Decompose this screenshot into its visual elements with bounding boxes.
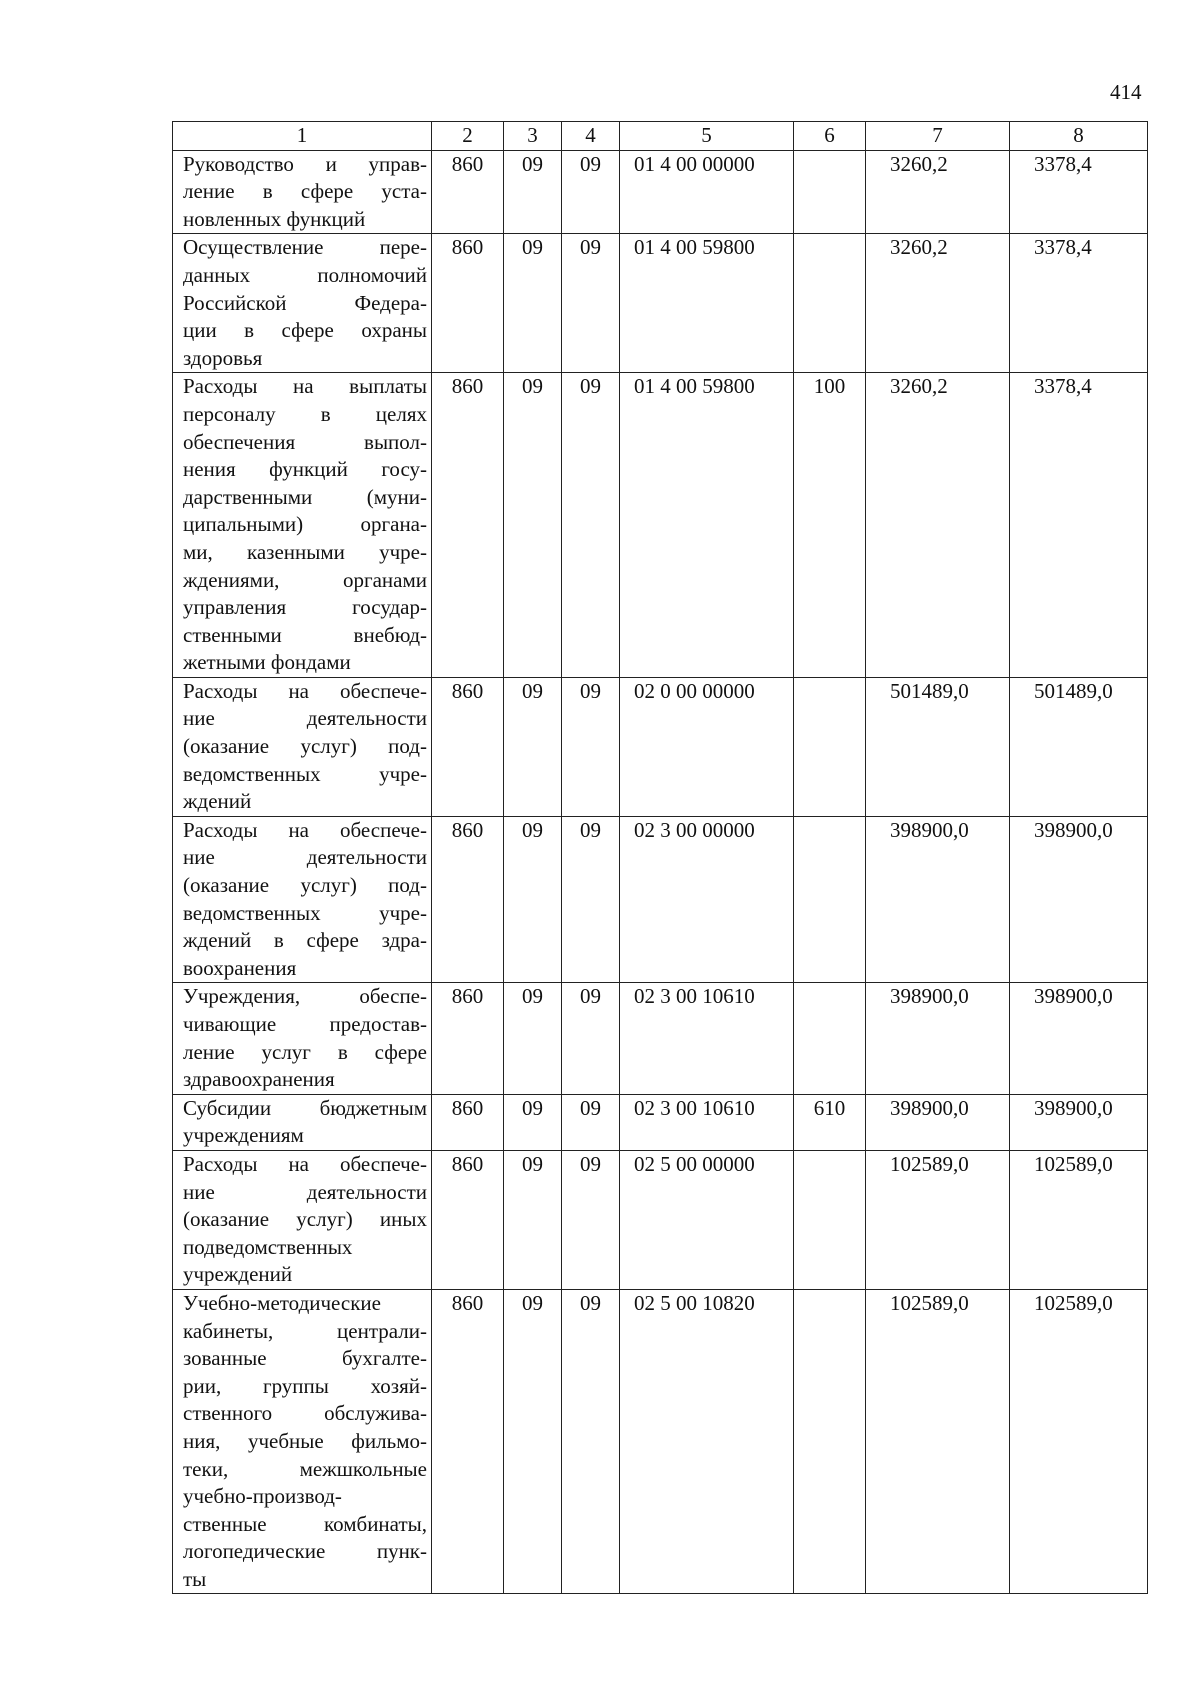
ministry-code-cell: 860 (432, 1289, 504, 1594)
expense-name-line: зованные бухгалте- (183, 1346, 427, 1371)
subsection-code-cell: 09 (562, 1150, 620, 1289)
expense-name-line: учебно-производ- (183, 1484, 342, 1509)
ministry-code-cell: 860 (432, 816, 504, 983)
header-cell: 6 (794, 122, 866, 151)
amount-year2-cell: 398900,0 (1010, 983, 1148, 1094)
amount-year1-cell: 3260,2 (866, 373, 1010, 678)
expense-name-line: данных полномочий (183, 262, 427, 287)
amount-year1-cell: 501489,0 (866, 677, 1010, 816)
amount-year1-cell: 3260,2 (866, 150, 1010, 234)
subsection-code-cell: 09 (562, 1094, 620, 1150)
expense-type-cell (794, 983, 866, 1094)
subsection-code-cell: 09 (562, 234, 620, 373)
target-article-cell: 02 0 00 00000 (620, 677, 794, 816)
amount-year2-cell: 102589,0 (1010, 1289, 1148, 1594)
expense-name-line: персоналу в целях (183, 401, 427, 426)
ministry-code-cell: 860 (432, 1150, 504, 1289)
expense-name-cell (173, 1094, 432, 1150)
table-row (173, 677, 1148, 816)
table-row (173, 150, 1148, 234)
expense-name-line: учреждениям (183, 1123, 304, 1148)
ministry-code-cell: 860 (432, 983, 504, 1094)
expense-name-line: новленных функций (183, 206, 366, 231)
expense-name-line: обеспечения выпол- (183, 429, 427, 454)
expense-name-line: нения функций госу- (183, 457, 427, 482)
expense-name-cell (173, 234, 432, 373)
expense-name-line: (оказание услуг) под- (183, 873, 427, 898)
expense-name-line: ведомственных учре- (183, 900, 427, 925)
expense-name-line: дарственными (муни- (183, 484, 427, 509)
header-row (173, 122, 1148, 151)
expense-name-line: Осуществление пере- (183, 235, 427, 260)
subsection-code-cell: 09 (562, 1289, 620, 1594)
expense-name-line: ния, учебные фильмо- (183, 1428, 427, 1453)
expense-name-line: здравоохранения (183, 1067, 335, 1092)
expense-name-line: ждений (183, 789, 252, 814)
expense-name-cell (173, 373, 432, 678)
header-cell: 5 (620, 122, 794, 151)
header-cell: 8 (1010, 122, 1148, 151)
amount-year1-cell: 102589,0 (866, 1150, 1010, 1289)
section-code-cell: 09 (504, 677, 562, 816)
expense-name-line: кабинеты, централи- (183, 1318, 427, 1343)
subsection-code-cell: 09 (562, 983, 620, 1094)
expense-name-line: ции в сфере охраны (183, 318, 427, 343)
amount-year2-cell: 398900,0 (1010, 816, 1148, 983)
expense-name-line: учреждений (183, 1262, 293, 1287)
table-body (173, 150, 1148, 1594)
expense-type-cell (794, 677, 866, 816)
section-code-cell: 09 (504, 983, 562, 1094)
target-article-cell: 01 4 00 59800 (620, 373, 794, 678)
subsection-code-cell: 09 (562, 677, 620, 816)
amount-year2-cell: 398900,0 (1010, 1094, 1148, 1150)
expense-name-line: ми, казенными учре- (183, 539, 427, 564)
header-cell: 4 (562, 122, 620, 151)
expense-name-line: Российской Федера- (183, 290, 427, 315)
ministry-code-cell: 860 (432, 677, 504, 816)
expense-name-line: ние деятельности (183, 1179, 427, 1204)
table-row (173, 1150, 1148, 1289)
expense-name-line: ственного обслужива- (183, 1401, 427, 1426)
expense-name-line: Учреждения, обеспе- (183, 984, 427, 1009)
expense-name-line: Руководство и управ- (183, 151, 427, 176)
table-row (173, 1289, 1148, 1594)
expense-type-cell (794, 1289, 866, 1594)
table-row (173, 1094, 1148, 1150)
expense-name-line: воохранения (183, 955, 297, 980)
expense-name-cell (173, 1289, 432, 1594)
expense-name-line: ственными внебюд- (183, 622, 427, 647)
table-row (173, 983, 1148, 1094)
expense-type-cell (794, 1150, 866, 1289)
expense-name-line: Расходы на обеспече- (183, 678, 427, 703)
subsection-code-cell: 09 (562, 150, 620, 234)
expense-name-line: чивающие предостав- (183, 1012, 427, 1036)
ministry-code-cell: 860 (432, 373, 504, 678)
expense-name-line: Расходы на выплаты (183, 374, 427, 399)
subsection-code-cell: 09 (562, 373, 620, 678)
subsection-code-cell: 09 (562, 816, 620, 983)
amount-year2-cell: 102589,0 (1010, 1150, 1148, 1289)
expense-name-line: теки, межшкольные (183, 1456, 427, 1481)
section-code-cell: 09 (504, 816, 562, 983)
expense-name-line: Расходы на обеспече- (183, 817, 427, 842)
expense-name-line: ление услуг в сфере (183, 1039, 427, 1064)
amount-year2-cell: 3378,4 (1010, 373, 1148, 678)
amount-year1-cell: 398900,0 (866, 816, 1010, 983)
table-row (173, 234, 1148, 373)
expense-name-line: ственные комбинаты, (183, 1511, 427, 1536)
section-code-cell: 09 (504, 1289, 562, 1594)
section-code-cell: 09 (504, 150, 562, 234)
ministry-code-cell: 860 (432, 234, 504, 373)
expense-name-line: логопедические пунк- (183, 1539, 427, 1564)
expense-name-line: управления государ- (183, 595, 427, 620)
amount-year2-cell: 3378,4 (1010, 150, 1148, 234)
header-cell: 1 (173, 122, 432, 151)
expense-name-line: подведомственных (183, 1234, 353, 1259)
expense-name-line: ты (183, 1566, 207, 1591)
amount-year1-cell: 398900,0 (866, 983, 1010, 1094)
expense-name-line: ление в сфере уста- (183, 179, 427, 204)
amount-year1-cell: 3260,2 (866, 234, 1010, 373)
expense-name-line: рии, группы хозяй- (183, 1373, 427, 1398)
section-code-cell: 09 (504, 1150, 562, 1289)
target-article-cell: 01 4 00 59800 (620, 234, 794, 373)
amount-year2-cell: 3378,4 (1010, 234, 1148, 373)
table-row (173, 373, 1148, 678)
expense-name-line: ние деятельности (183, 706, 427, 731)
expense-type-cell: 610 (794, 1094, 866, 1150)
budget-table (172, 121, 1148, 1594)
expense-name-line: (оказание услуг) иных (183, 1207, 427, 1232)
expense-name-line: Субсидии бюджетным (183, 1095, 427, 1120)
target-article-cell: 02 3 00 10610 (620, 1094, 794, 1150)
target-article-cell: 02 5 00 00000 (620, 1150, 794, 1289)
header-cell: 7 (866, 122, 1010, 151)
expense-name-cell (173, 816, 432, 983)
expense-name-cell (173, 150, 432, 234)
expense-type-cell: 100 (794, 373, 866, 678)
expense-name-cell (173, 1150, 432, 1289)
target-article-cell: 02 3 00 00000 (620, 816, 794, 983)
expense-name-line: ведомственных учре- (183, 761, 427, 786)
amount-year1-cell: 398900,0 (866, 1094, 1010, 1150)
expense-name-line: ждений в сфере здра- (183, 928, 427, 953)
table-row (173, 816, 1148, 983)
amount-year2-cell: 501489,0 (1010, 677, 1148, 816)
section-code-cell: 09 (504, 234, 562, 373)
expense-type-cell (794, 234, 866, 373)
expense-name-line: ние деятельности (183, 845, 427, 870)
amount-year1-cell: 102589,0 (866, 1289, 1010, 1594)
page-number: 414 (1110, 80, 1142, 104)
expense-name-line: Расходы на обеспече- (183, 1151, 427, 1176)
header-cell: 3 (504, 122, 562, 151)
section-code-cell: 09 (504, 1094, 562, 1150)
expense-name-line: Учебно-методические (183, 1290, 381, 1315)
section-code-cell: 09 (504, 373, 562, 678)
target-article-cell: 01 4 00 00000 (620, 150, 794, 234)
expense-name-line: ждениями, органами (183, 567, 427, 592)
expense-name-line: ципальными) органа- (183, 512, 427, 537)
expense-name-line: (оказание услуг) под- (183, 734, 427, 759)
expense-type-cell (794, 150, 866, 234)
expense-name-line: здоровья (183, 345, 263, 370)
target-article-cell: 02 3 00 10610 (620, 983, 794, 1094)
expense-type-cell (794, 816, 866, 983)
target-article-cell: 02 5 00 10820 (620, 1289, 794, 1594)
ministry-code-cell: 860 (432, 1094, 504, 1150)
expense-name-cell (173, 983, 432, 1094)
header-cell: 2 (432, 122, 504, 151)
expense-name-line: жетными фондами (183, 650, 351, 675)
ministry-code-cell: 860 (432, 150, 504, 234)
expense-name-cell (173, 677, 432, 816)
